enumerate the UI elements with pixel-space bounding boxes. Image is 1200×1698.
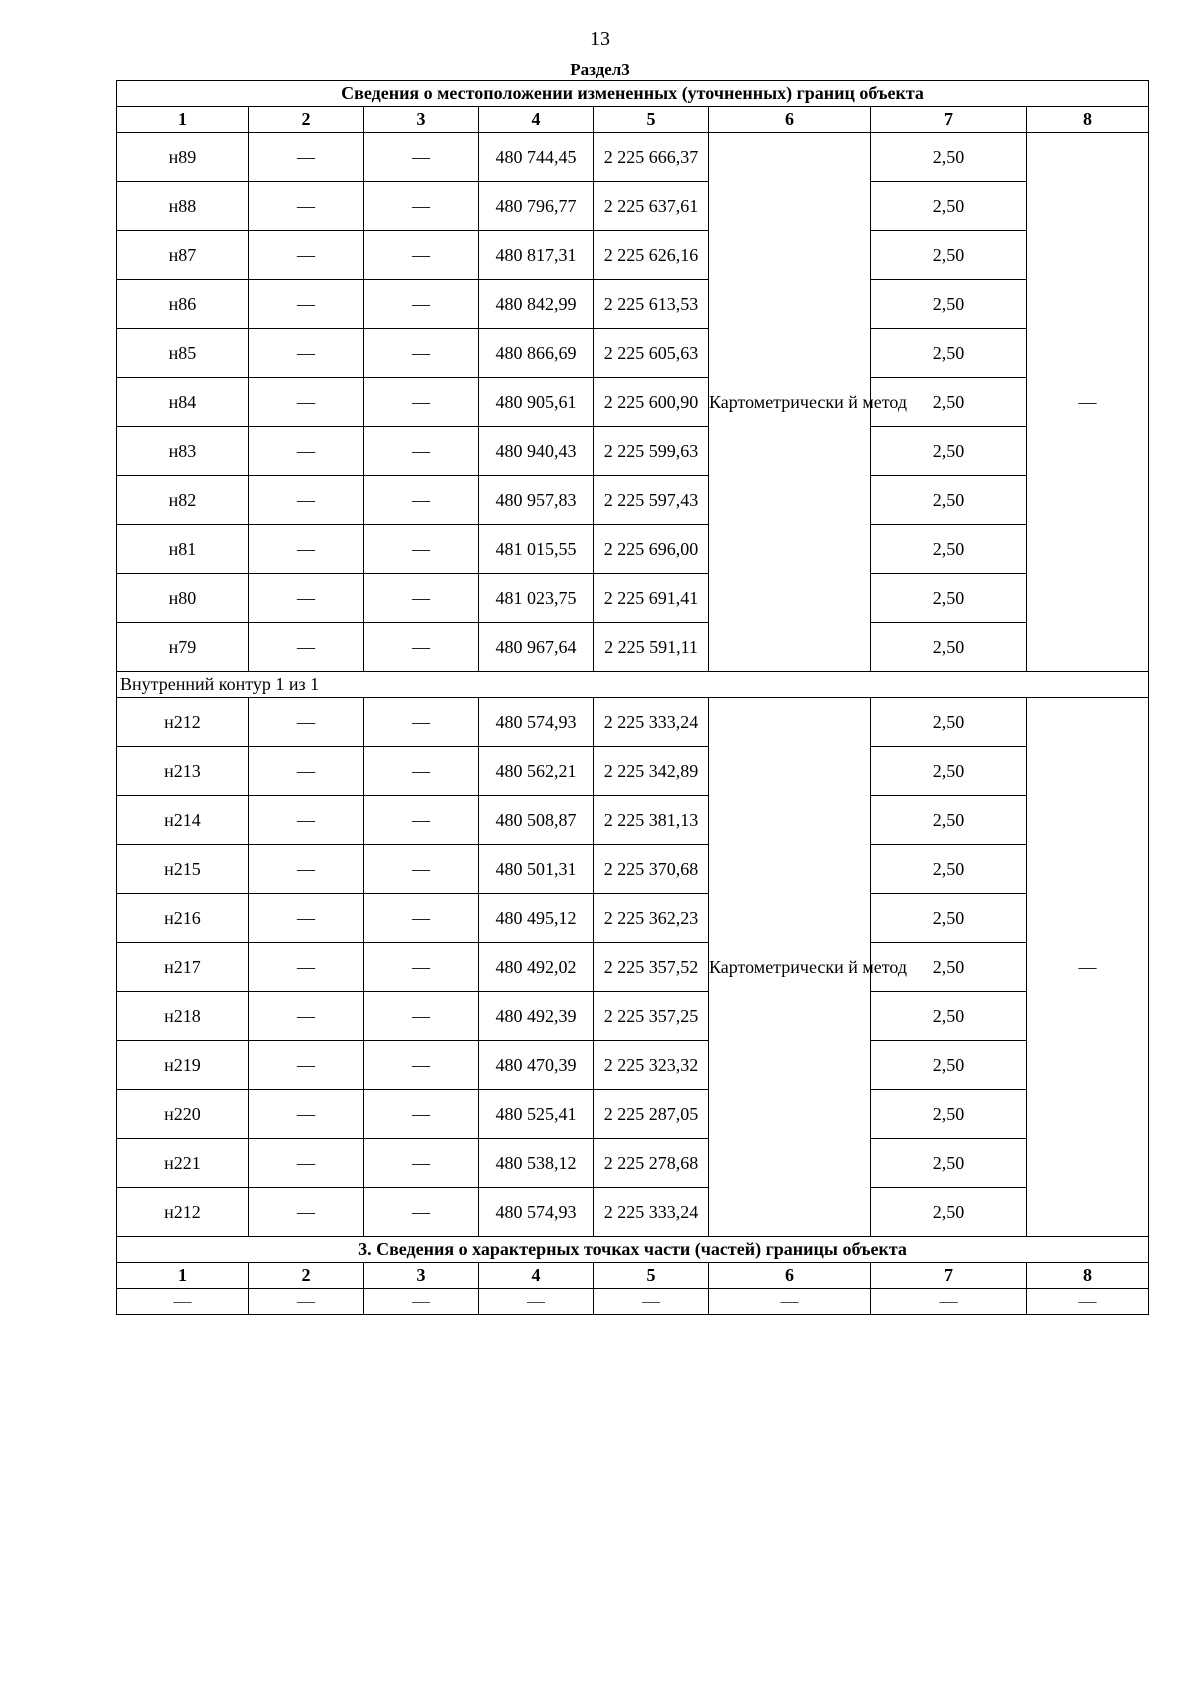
boundary-table — [116, 80, 1149, 1315]
col3-cell: — — [364, 943, 479, 992]
x-coordinate-cell: 480 842,99 — [479, 280, 594, 329]
y-coordinate-cell: 2 225 696,00 — [594, 525, 709, 574]
col2-cell: — — [249, 796, 364, 845]
point-number-cell: н212 — [117, 1188, 249, 1237]
table-row — [117, 623, 1149, 672]
col2-cell: — — [249, 427, 364, 476]
point-number-cell: н80 — [117, 574, 249, 623]
x-coordinate-cell: 481 023,75 — [479, 574, 594, 623]
x-coordinate-cell: 480 525,41 — [479, 1090, 594, 1139]
method-cell: Картометрически й метод — [709, 698, 871, 1237]
point-number-cell: н79 — [117, 623, 249, 672]
x-coordinate-cell: 480 817,31 — [479, 231, 594, 280]
y-coordinate-cell: 2 225 381,13 — [594, 796, 709, 845]
point-number-cell: н220 — [117, 1090, 249, 1139]
table1-title: Сведения о местоположении измененных (уточненных) границ объекта — [117, 81, 1149, 107]
x-coordinate-cell: 480 562,21 — [479, 747, 594, 796]
table-row — [117, 525, 1149, 574]
col3-cell: — — [364, 845, 479, 894]
table-row — [117, 1041, 1149, 1090]
y-coordinate-cell: 2 225 691,41 — [594, 574, 709, 623]
y-coordinate-cell: 2 225 613,53 — [594, 280, 709, 329]
col2-cell: — — [249, 1139, 364, 1188]
col3-cell: — — [364, 894, 479, 943]
y-coordinate-cell: 2 225 323,32 — [594, 1041, 709, 1090]
point-number-cell: н84 — [117, 378, 249, 427]
column-header-4: 4 — [479, 107, 594, 133]
empty-cell-2: — — [249, 1289, 364, 1315]
table-row — [117, 280, 1149, 329]
table-row — [117, 894, 1149, 943]
x-coordinate-cell: 480 495,12 — [479, 894, 594, 943]
col3-cell: — — [364, 992, 479, 1041]
col3-cell: — — [364, 747, 479, 796]
accuracy-cell: 2,50 — [871, 525, 1027, 574]
accuracy-cell: 2,50 — [871, 133, 1027, 182]
point-number-cell: н83 — [117, 427, 249, 476]
col3-cell: — — [364, 378, 479, 427]
x-coordinate-cell: 480 492,02 — [479, 943, 594, 992]
table2-column-header-row — [117, 1263, 1149, 1289]
y-coordinate-cell: 2 225 278,68 — [594, 1139, 709, 1188]
table-row — [117, 182, 1149, 231]
method-cell: Картометрически й метод — [709, 133, 871, 672]
section-label: Раздел3 — [570, 60, 630, 79]
column-header-8: 8 — [1027, 107, 1149, 133]
y-coordinate-cell: 2 225 666,37 — [594, 133, 709, 182]
column-header-row — [117, 107, 1149, 133]
column-header-2: 2 — [249, 107, 364, 133]
point-number-cell: н86 — [117, 280, 249, 329]
empty-cell-6: — — [709, 1289, 871, 1315]
table2-title: 3. Сведения о характерных точках части (частей) границы объекта — [117, 1237, 1149, 1263]
y-coordinate-cell: 2 225 605,63 — [594, 329, 709, 378]
col2-cell: — — [249, 1188, 364, 1237]
column-header-1: 1 — [117, 1263, 249, 1289]
empty-cell-1: — — [117, 1289, 249, 1315]
accuracy-cell: 2,50 — [871, 894, 1027, 943]
table-title-row — [117, 81, 1149, 107]
y-coordinate-cell: 2 225 626,16 — [594, 231, 709, 280]
accuracy-cell: 2,50 — [871, 574, 1027, 623]
col3-cell: — — [364, 427, 479, 476]
table-row — [117, 427, 1149, 476]
boundary-table-body — [117, 81, 1149, 1315]
col2-cell: — — [249, 845, 364, 894]
col2-cell: — — [249, 280, 364, 329]
col2-cell: — — [249, 1090, 364, 1139]
col2-cell: — — [249, 525, 364, 574]
x-coordinate-cell: 480 866,69 — [479, 329, 594, 378]
point-number-cell: н88 — [117, 182, 249, 231]
point-number-cell: н212 — [117, 698, 249, 747]
col2-cell: — — [249, 133, 364, 182]
table-row — [117, 1289, 1149, 1315]
y-coordinate-cell: 2 225 287,05 — [594, 1090, 709, 1139]
col2-cell: — — [249, 698, 364, 747]
inner-contour-label: Внутренний контур 1 из 1 — [117, 672, 1149, 698]
table-row — [117, 698, 1149, 747]
empty-cell-8: — — [1027, 1289, 1149, 1315]
point-number-cell: н89 — [117, 133, 249, 182]
col3-cell: — — [364, 1139, 479, 1188]
col2-cell: — — [249, 1041, 364, 1090]
accuracy-cell: 2,50 — [871, 623, 1027, 672]
col3-cell: — — [364, 280, 479, 329]
empty-cell-7: — — [871, 1289, 1027, 1315]
x-coordinate-cell: 480 538,12 — [479, 1139, 594, 1188]
column-header-6: 6 — [709, 107, 871, 133]
y-coordinate-cell: 2 225 599,63 — [594, 427, 709, 476]
y-coordinate-cell: 2 225 637,61 — [594, 182, 709, 231]
x-coordinate-cell: 480 744,45 — [479, 133, 594, 182]
y-coordinate-cell: 2 225 591,11 — [594, 623, 709, 672]
y-coordinate-cell: 2 225 370,68 — [594, 845, 709, 894]
accuracy-cell: 2,50 — [871, 231, 1027, 280]
empty-cell-4: — — [479, 1289, 594, 1315]
col3-cell: — — [364, 574, 479, 623]
x-coordinate-cell: 480 492,39 — [479, 992, 594, 1041]
col2-cell: — — [249, 329, 364, 378]
column-header-8: 8 — [1027, 1263, 1149, 1289]
column-header-3: 3 — [364, 107, 479, 133]
point-number-cell: н215 — [117, 845, 249, 894]
column-header-1: 1 — [117, 107, 249, 133]
point-number-cell: н221 — [117, 1139, 249, 1188]
x-coordinate-cell: 480 940,43 — [479, 427, 594, 476]
table-row — [117, 133, 1149, 182]
accuracy-cell: 2,50 — [871, 943, 1027, 992]
accuracy-cell: 2,50 — [871, 1041, 1027, 1090]
table-row — [117, 231, 1149, 280]
accuracy-cell: 2,50 — [871, 1139, 1027, 1188]
table-row — [117, 378, 1149, 427]
column-header-7: 7 — [871, 1263, 1027, 1289]
x-coordinate-cell: 481 015,55 — [479, 525, 594, 574]
accuracy-cell: 2,50 — [871, 1188, 1027, 1237]
table-row — [117, 747, 1149, 796]
accuracy-cell: 2,50 — [871, 182, 1027, 231]
x-coordinate-cell: 480 967,64 — [479, 623, 594, 672]
table-row — [117, 1139, 1149, 1188]
col2-cell: — — [249, 943, 364, 992]
table-row — [117, 329, 1149, 378]
x-coordinate-cell: 480 501,31 — [479, 845, 594, 894]
col3-cell: — — [364, 1188, 479, 1237]
x-coordinate-cell: 480 574,93 — [479, 698, 594, 747]
point-number-cell: н213 — [117, 747, 249, 796]
col2-cell: — — [249, 574, 364, 623]
empty-cell-5: — — [594, 1289, 709, 1315]
point-number-cell: н218 — [117, 992, 249, 1041]
accuracy-cell: 2,50 — [871, 747, 1027, 796]
table-row — [117, 1188, 1149, 1237]
table-row — [117, 476, 1149, 525]
col2-cell: — — [249, 747, 364, 796]
col3-cell: — — [364, 796, 479, 845]
accuracy-cell: 2,50 — [871, 476, 1027, 525]
col2-cell: — — [249, 623, 364, 672]
col3-cell: — — [364, 182, 479, 231]
column-header-4: 4 — [479, 1263, 594, 1289]
col3-cell: — — [364, 1041, 479, 1090]
x-coordinate-cell: 480 957,83 — [479, 476, 594, 525]
col3-cell: — — [364, 476, 479, 525]
col2-cell: — — [249, 992, 364, 1041]
col2-cell: — — [249, 231, 364, 280]
table-row — [117, 1090, 1149, 1139]
table-row — [117, 943, 1149, 992]
col3-cell: — — [364, 623, 479, 672]
y-coordinate-cell: 2 225 597,43 — [594, 476, 709, 525]
y-coordinate-cell: 2 225 362,23 — [594, 894, 709, 943]
point-number-cell: н87 — [117, 231, 249, 280]
col3-cell: — — [364, 231, 479, 280]
y-coordinate-cell: 2 225 333,24 — [594, 698, 709, 747]
x-coordinate-cell: 480 574,93 — [479, 1188, 594, 1237]
table-row — [117, 574, 1149, 623]
x-coordinate-cell: 480 470,39 — [479, 1041, 594, 1090]
y-coordinate-cell: 2 225 357,25 — [594, 992, 709, 1041]
accuracy-cell: 2,50 — [871, 427, 1027, 476]
accuracy-cell: 2,50 — [871, 992, 1027, 1041]
y-coordinate-cell: 2 225 357,52 — [594, 943, 709, 992]
accuracy-cell: 2,50 — [871, 1090, 1027, 1139]
x-coordinate-cell: 480 508,87 — [479, 796, 594, 845]
table2-title-row — [117, 1237, 1149, 1263]
col3-cell: — — [364, 329, 479, 378]
point-number-cell: н216 — [117, 894, 249, 943]
accuracy-cell: 2,50 — [871, 796, 1027, 845]
column-header-6: 6 — [709, 1263, 871, 1289]
col2-cell: — — [249, 378, 364, 427]
col2-cell: — — [249, 182, 364, 231]
point-number-cell: н217 — [117, 943, 249, 992]
col3-cell: — — [364, 133, 479, 182]
inner-contour-row — [117, 672, 1149, 698]
x-coordinate-cell: 480 905,61 — [479, 378, 594, 427]
col3-cell: — — [364, 1090, 479, 1139]
table-row — [117, 992, 1149, 1041]
column-header-5: 5 — [594, 1263, 709, 1289]
col2-cell: — — [249, 894, 364, 943]
column-header-7: 7 — [871, 107, 1027, 133]
point-number-cell: н85 — [117, 329, 249, 378]
col2-cell: — — [249, 476, 364, 525]
point-number-cell: н81 — [117, 525, 249, 574]
accuracy-cell: 2,50 — [871, 698, 1027, 747]
accuracy-cell: 2,50 — [871, 378, 1027, 427]
y-coordinate-cell: 2 225 600,90 — [594, 378, 709, 427]
x-coordinate-cell: 480 796,77 — [479, 182, 594, 231]
column-header-3: 3 — [364, 1263, 479, 1289]
col3-cell: — — [364, 525, 479, 574]
y-coordinate-cell: 2 225 342,89 — [594, 747, 709, 796]
table-row — [117, 845, 1149, 894]
point-number-cell: н82 — [117, 476, 249, 525]
y-coordinate-cell: 2 225 333,24 — [594, 1188, 709, 1237]
accuracy-cell: 2,50 — [871, 845, 1027, 894]
empty-cell-3: — — [364, 1289, 479, 1315]
col3-cell: — — [364, 698, 479, 747]
accuracy-cell: 2,50 — [871, 280, 1027, 329]
point-number-cell: н219 — [117, 1041, 249, 1090]
col8-cell: — — [1027, 698, 1149, 1237]
col8-cell: — — [1027, 133, 1149, 672]
column-header-2: 2 — [249, 1263, 364, 1289]
column-header-5: 5 — [594, 107, 709, 133]
table-row — [117, 796, 1149, 845]
accuracy-cell: 2,50 — [871, 329, 1027, 378]
page-number: 13 — [590, 28, 610, 50]
point-number-cell: н214 — [117, 796, 249, 845]
